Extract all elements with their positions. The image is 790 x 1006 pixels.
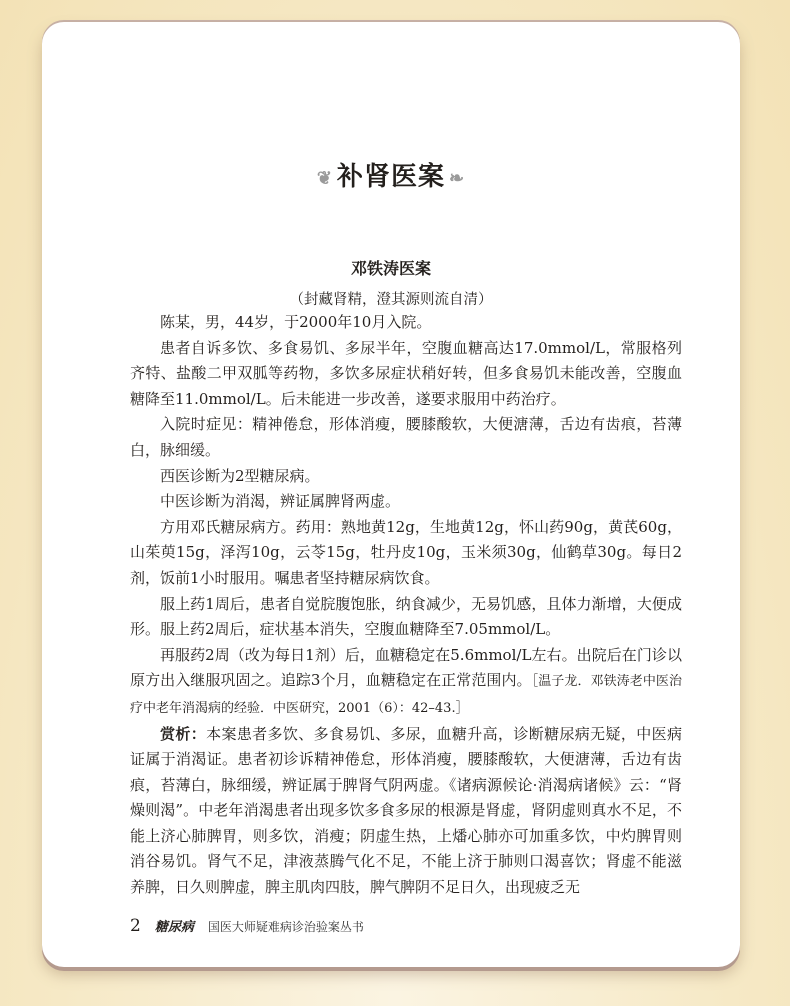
paragraph: 服上药1周后，患者自觉脘腹饱胀，纳食减少，无易饥感，且体力渐增，大便成形。服上药2周后，症状基本消失，空腹血糖降至7.05mmol/L。 [130, 594, 682, 639]
paragraph: 方用邓氏糖尿病方。药用：熟地黄12g，生地黄12g，怀山药90g，黄芪60g，山茱萸15g，泽泻10g，云苓15g，牡丹皮10g，玉米须30g，仙鹤草30g。每日2剂，饭前1小时服用。嘱患者坚持糖尿病饮食。 [130, 517, 682, 587]
analysis-label: 赏析： [160, 724, 207, 743]
page-footer [130, 916, 364, 936]
book-page [42, 22, 740, 967]
ornament-left-icon: ❦ [316, 167, 333, 189]
analysis-text: 本案患者多饮、多食易饥、多尿，血糖升高，诊断糖尿病无疑，中医病证属于消渴证。患者初诊诉精神倦怠，形体消瘦，腰膝酸软，大便溏薄，舌边有齿痕，苔薄白，脉细缓，辨证属于脾肾气阴两虚。《诸病源候论·消渴病诸候》云：“肾燥则渴”。中老年消渴患者出现多饮多食多尿的根源是肾虚，肾阴虚则真水不足，不能上济心肺脾胃，则多饮，消瘦；阴虚生热，上燔心肺亦可加重多饮，中灼脾胃则消谷易饥。肾气不足，津液蒸腾气化不足，不能上济于肺则口渴喜饮；肾虚不能滋养脾，日久则脾虚，脾主肌肉四肢，脾气脾阴不足日久，出现疲乏无 [130, 724, 682, 897]
paragraph: 患者自诉多饮、多食易饥、多尿半年，空腹血糖高达17.0mmol/L，常服格列齐特、盐酸二甲双胍等药物，多饮多尿症状稍好转，但多食易饥未能改善，空腹血糖降至11.0mmol/L。后未能进一步改善，遂要求服用中药治疗。 [130, 338, 682, 408]
paragraph: 西医诊断为2型糖尿病。 [160, 466, 320, 485]
series-title: 国医大师疑难病诊治验案丛书 [207, 920, 364, 934]
book-title: 糖尿病 [154, 920, 194, 935]
reference: ［温子龙．邓铁涛老中医治疗中老年消渴病的经验．中医研究，2001（6）：42–43.］ [130, 674, 682, 716]
ornament-right-icon: ❧ [449, 167, 466, 189]
case-subtitle: （封藏肾精，澄其源则流自清） [289, 292, 493, 308]
paragraph [130, 643, 682, 722]
case-title: 邓铁涛医案 [350, 259, 431, 278]
page-number: 2 [130, 916, 141, 936]
case-body [130, 310, 682, 901]
paragraph: 中医诊断为消渴，辨证属脾肾两虚。 [160, 492, 401, 511]
paragraph-text: 再服药2周（改为每日1剂）后，血糖稳定在5.6mmol/L左右。出院后在门诊以原方出入继服巩固之。追踪3个月，血糖稳定在正常范围内。 [130, 645, 682, 690]
section-title-row [42, 156, 740, 193]
section-title: 补肾医案 [336, 162, 445, 192]
paragraph: 陈某，男，44岁，于2000年10月入院。 [160, 313, 432, 331]
paragraph: 入院时症见：精神倦怠，形体消瘦，腰膝酸软，大便溏薄，舌边有齿痕，苔薄白，脉细缓。 [130, 415, 682, 459]
analysis-paragraph [130, 722, 682, 901]
